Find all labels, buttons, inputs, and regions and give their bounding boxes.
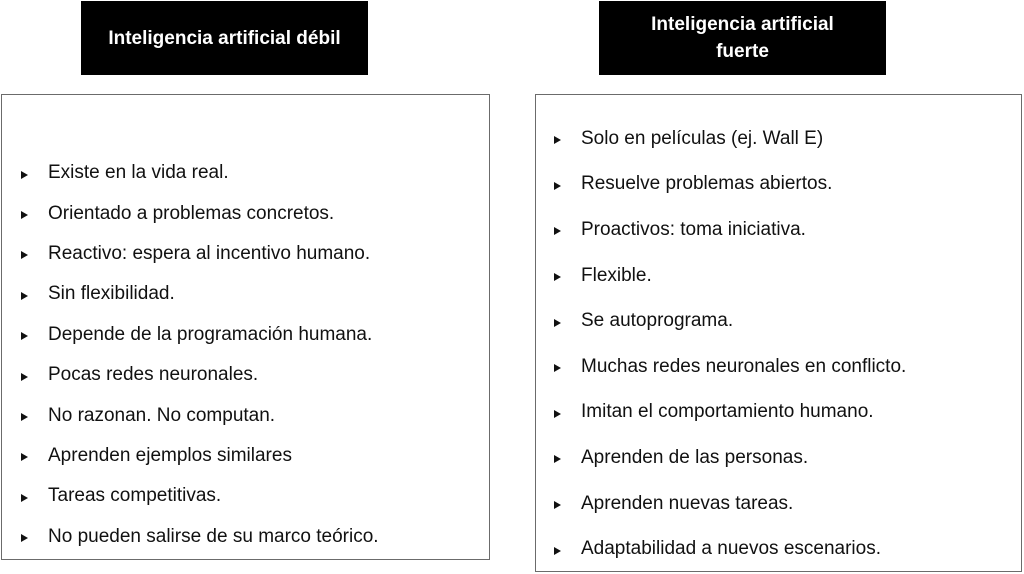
list-item-label: Depende de la programación humana. [48, 323, 373, 345]
triangle-right-icon [21, 453, 28, 461]
list-item-label: Orientado a problemas concretos. [48, 202, 335, 224]
triangle-right-icon [21, 413, 28, 421]
list-item [536, 207, 906, 253]
list-item-label: Flexible. [581, 264, 652, 286]
strong-ai-title: Inteligencia artificial fuerte [651, 14, 834, 62]
list-item [2, 395, 379, 435]
list-item-label: Aprenden ejemplos similares [48, 444, 292, 466]
list-item-label: Muchas redes neuronales en conflicto. [581, 355, 907, 377]
list-item-label: No razonan. No computan. [48, 404, 276, 426]
triangle-right-icon [21, 332, 28, 340]
list-item [2, 315, 379, 355]
strong-ai-box [535, 94, 1022, 572]
triangle-right-icon [554, 547, 561, 555]
list-item-label: Imitan el comportamiento humano. [581, 401, 874, 423]
triangle-right-icon [554, 501, 561, 509]
list-item-label: Aprenden de las personas. [581, 446, 809, 468]
list-item-label: Sin flexibilidad. [48, 283, 175, 305]
list-item [2, 274, 379, 314]
list-item [2, 153, 379, 193]
list-item [2, 476, 379, 516]
weak-ai-box [1, 94, 490, 560]
list-item-label: Resuelve problemas abiertos. [581, 173, 833, 195]
list-item [536, 298, 906, 344]
list-item [536, 116, 906, 162]
list-item [536, 435, 906, 481]
triangle-right-icon [554, 136, 561, 144]
list-item [2, 355, 379, 395]
list-item [2, 193, 379, 233]
list-item-label: No pueden salirse de su marco teórico. [48, 525, 379, 547]
list-item [536, 253, 906, 299]
triangle-right-icon [554, 182, 561, 190]
list-item [2, 234, 379, 274]
list-item [2, 517, 379, 557]
triangle-right-icon [554, 227, 561, 235]
list-item-label: Pocas redes neuronales. [48, 364, 259, 386]
weak-ai-header [81, 1, 368, 75]
triangle-right-icon [21, 373, 28, 381]
triangle-right-icon [21, 211, 28, 219]
strong-ai-list [536, 116, 906, 572]
triangle-right-icon [21, 251, 28, 259]
triangle-right-icon [554, 410, 561, 418]
list-item [536, 344, 906, 390]
triangle-right-icon [21, 171, 28, 179]
list-item [536, 481, 906, 527]
list-item [2, 436, 379, 476]
list-item-label: Solo en películas (ej. Wall E) [581, 127, 824, 149]
strong-ai-header [599, 1, 886, 75]
list-item [536, 162, 906, 208]
triangle-right-icon [554, 273, 561, 281]
list-item-label: Aprenden nuevas tareas. [581, 492, 794, 514]
triangle-right-icon [21, 494, 28, 502]
triangle-right-icon [554, 319, 561, 327]
list-item-label: Proactivos: toma iniciativa. [581, 218, 806, 240]
triangle-right-icon [21, 534, 28, 542]
list-item [536, 390, 906, 436]
list-item-label: Tareas competitivas. [48, 485, 222, 507]
weak-ai-title: Inteligencia artificial débil [108, 27, 341, 49]
list-item-label: Reactivo: espera al incentivo humano. [48, 242, 371, 264]
triangle-right-icon [21, 292, 28, 300]
list-item-label: Adaptabilidad a nuevos escenarios. [581, 538, 881, 560]
weak-ai-list [2, 153, 379, 557]
list-item-label: Existe en la vida real. [48, 162, 229, 184]
list-item [536, 526, 906, 572]
triangle-right-icon [554, 455, 561, 463]
list-item-label: Se autoprograma. [581, 310, 734, 332]
triangle-right-icon [554, 364, 561, 372]
